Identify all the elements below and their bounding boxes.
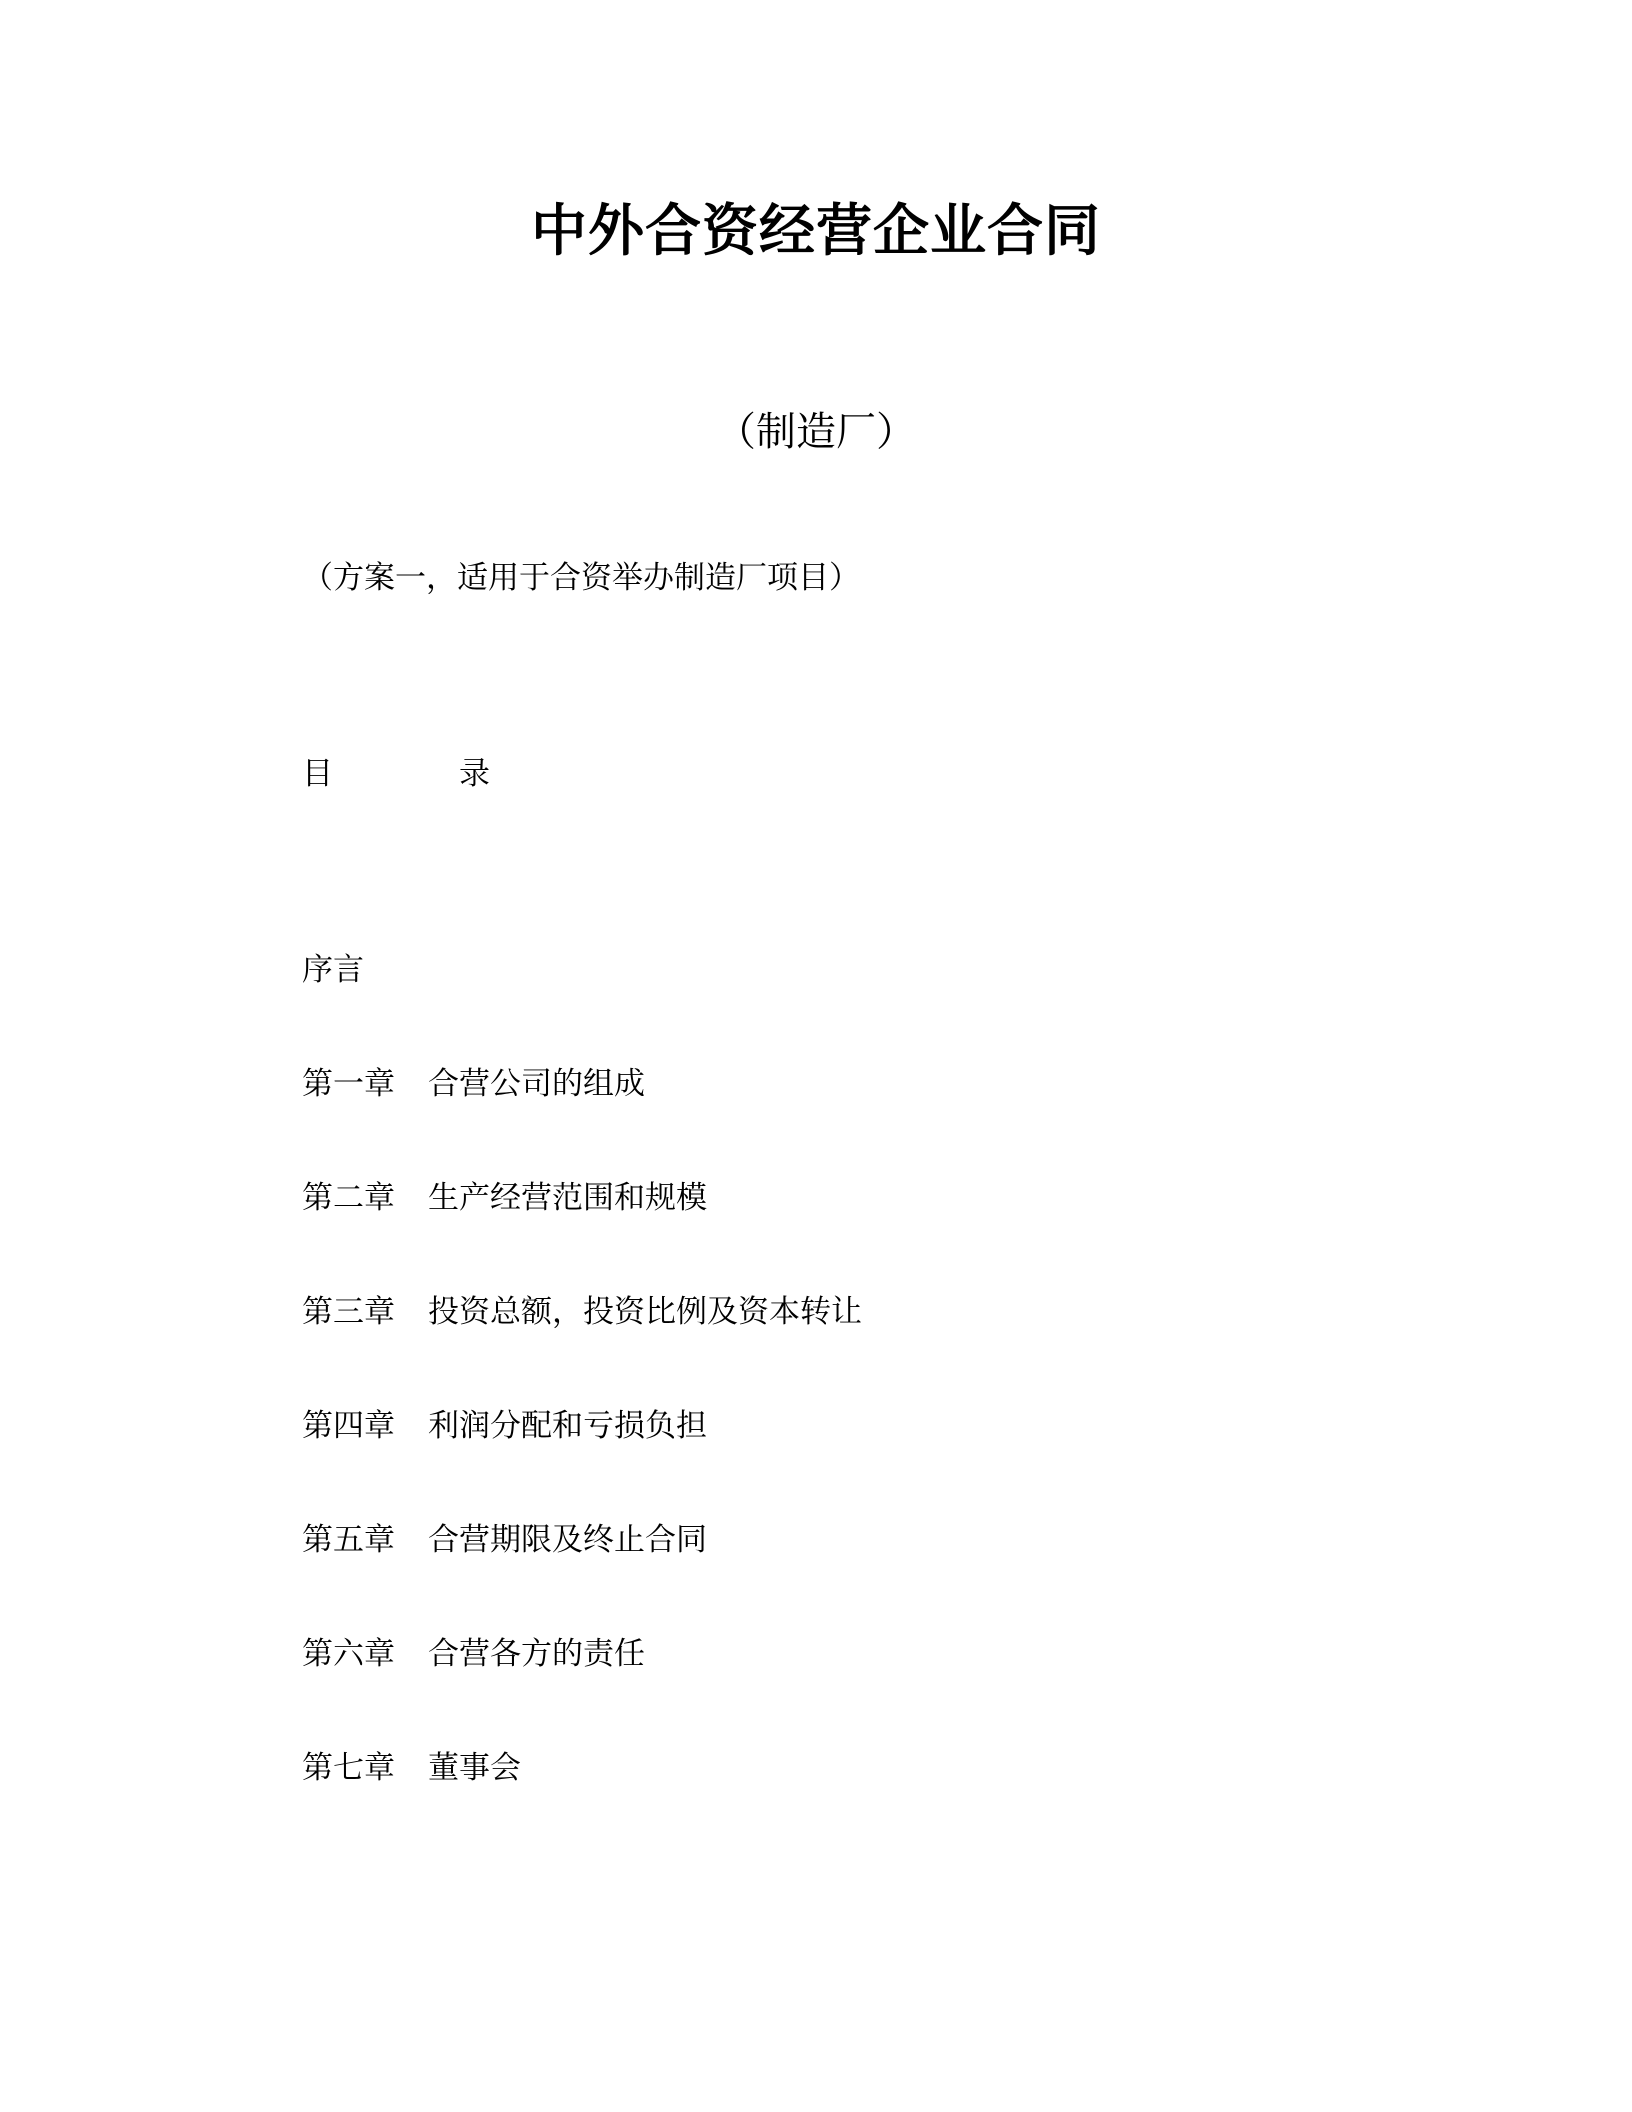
chapter-number: 第一章 — [302, 1066, 395, 1102]
chapter-title: 合营各方的责任 — [428, 1636, 645, 1672]
chapter-title: 生产经营范围和规模 — [428, 1180, 707, 1216]
chapter-title: 合营公司的组成 — [428, 1066, 645, 1102]
document-subtitle: （制造厂） — [716, 409, 916, 455]
toc-heading-right: 录 — [459, 756, 490, 792]
toc-chapter-4 — [302, 1404, 707, 1448]
toc-chapter-5 — [302, 1518, 707, 1562]
toc-chapter-1 — [302, 1062, 645, 1106]
toc-chapter-7 — [302, 1746, 521, 1790]
chapter-title: 投资总额，投资比例及资本转让 — [428, 1294, 862, 1330]
chapter-number: 第七章 — [302, 1750, 395, 1786]
chapter-title: 利润分配和亏损负担 — [428, 1408, 707, 1444]
chapter-number: 第四章 — [302, 1408, 395, 1444]
toc-heading — [302, 752, 490, 796]
chapter-number: 第三章 — [302, 1294, 395, 1330]
chapter-title: 合营期限及终止合同 — [428, 1522, 707, 1558]
toc-chapter-2 — [302, 1176, 707, 1220]
toc-preface: 序言 — [302, 952, 364, 988]
toc-chapter-6 — [302, 1632, 645, 1676]
document-title: 中外合资经营企业合同 — [531, 199, 1101, 264]
chapter-number: 第五章 — [302, 1522, 395, 1558]
chapter-number: 第二章 — [302, 1180, 395, 1216]
document-note: （方案一，适用于合资举办制造厂项目） — [302, 560, 860, 596]
toc-heading-left: 目 — [302, 756, 333, 792]
chapter-number: 第六章 — [302, 1636, 395, 1672]
chapter-title: 董事会 — [428, 1750, 521, 1786]
toc-chapter-3 — [302, 1290, 862, 1334]
